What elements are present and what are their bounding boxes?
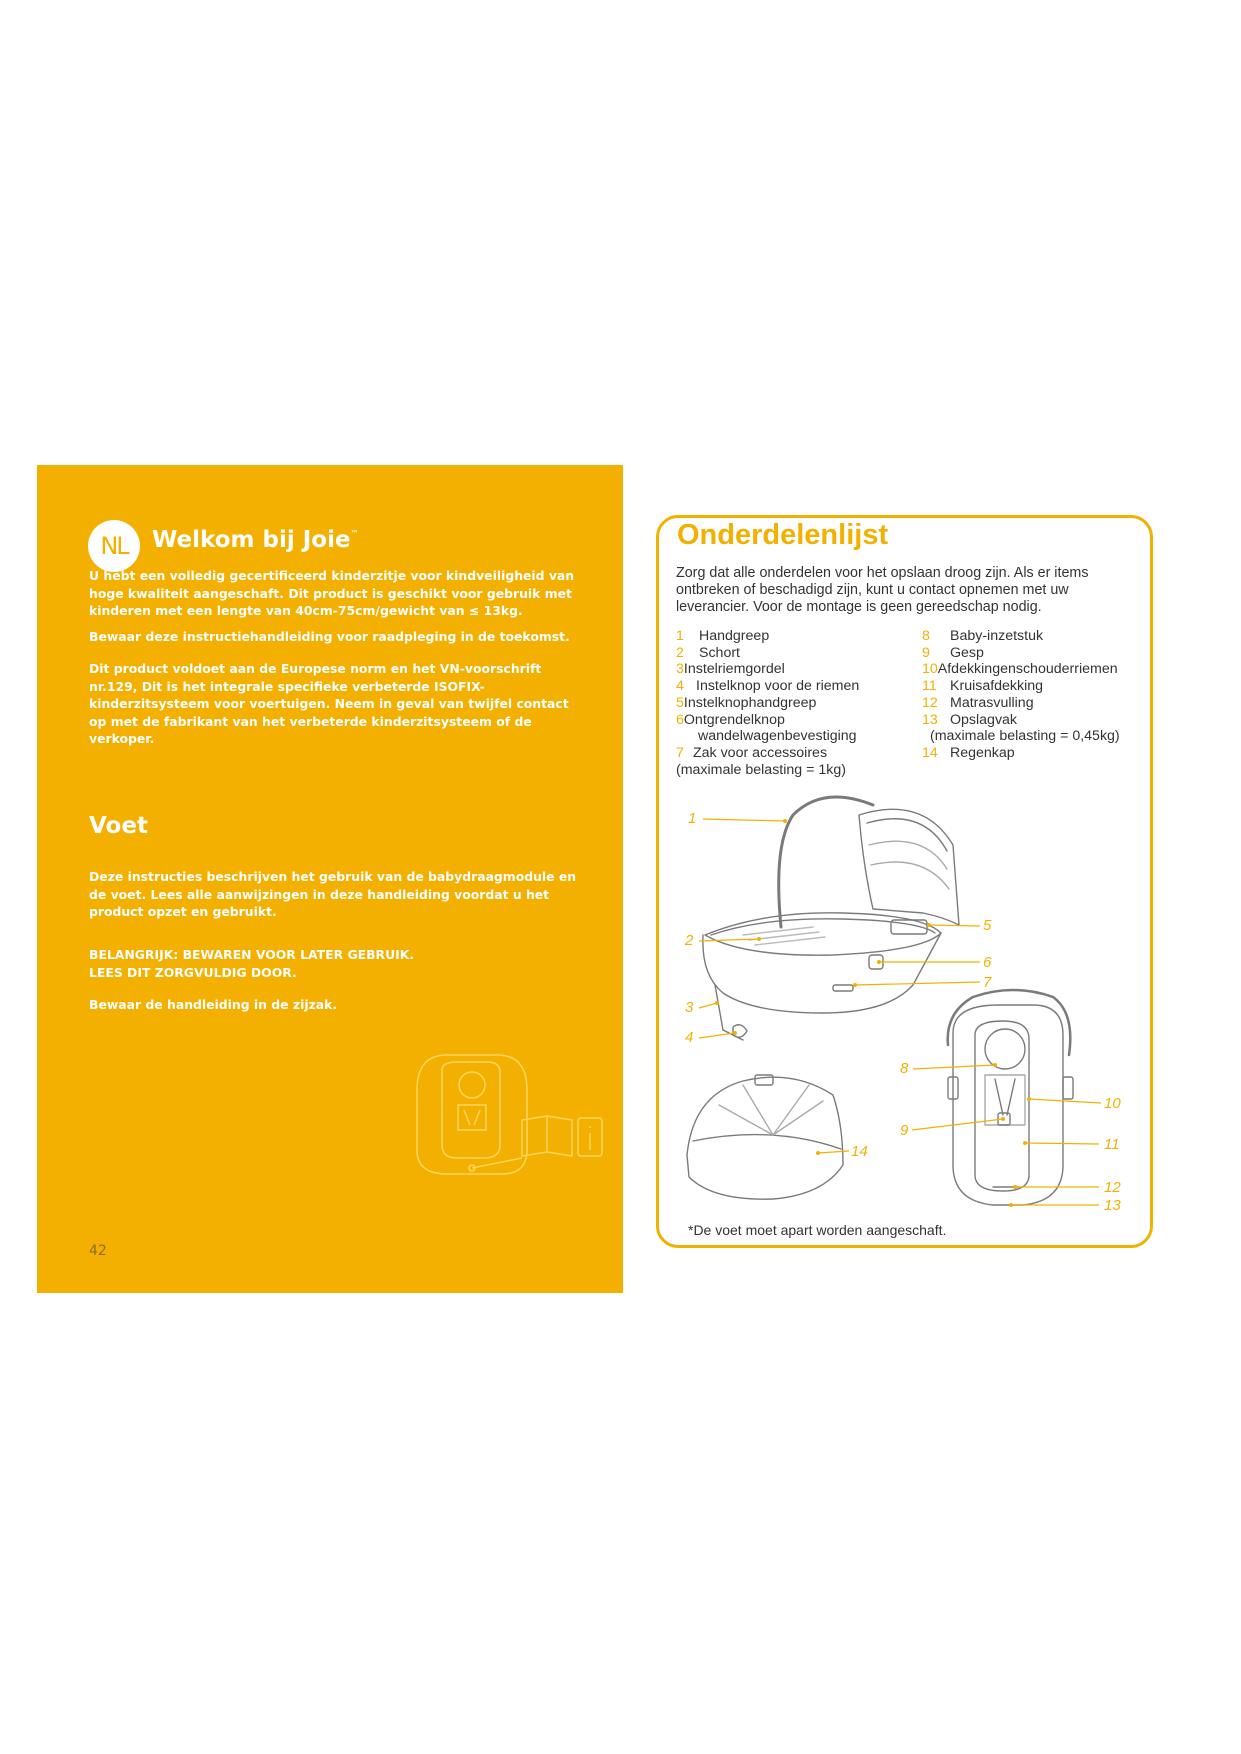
part-item: 11 Kruisafdekking: [922, 678, 1044, 695]
left-page: [37, 465, 623, 1293]
page-number: 42: [89, 1243, 107, 1259]
parts-list-intro: Zorg dat alle onderdelen voor het opslaan droog zijn. Als er items ontbreken of beschadigd zijn, kunt u contact opnemen met uw leverancier. Voor de montage is geen gereedschap nodig.: [676, 565, 1089, 615]
car-seat: [953, 1005, 1063, 1205]
carrycot-body: [703, 933, 941, 1013]
parts-list-heading: Onderdelenlijst: [677, 519, 889, 551]
callout-7: 7: [983, 974, 992, 991]
part-item: 12 Matrasvulling: [922, 694, 1034, 711]
right-page: [623, 465, 1203, 1293]
intro-paragraph-2: Bewaar deze instructiehandleiding voor raadpleging in de toekomst.: [89, 629, 570, 644]
callout-6: 6: [983, 954, 992, 971]
callout-5: 5: [983, 917, 992, 934]
callout-13: 13: [1104, 1197, 1121, 1214]
voet-paragraph-1: Deze instructies beschrijven het gebruik van de babydraagmodule en de voet. Lees alle aanwijzingen in deze handleiding voordat u het product opzet en gebruikt.: [89, 869, 577, 919]
intro-paragraph-3: Dit product voldoet aan de Europese norm en het VN-voorschrift nr.129, Dit is het integrale specifieke verbeterde ISOFIX-kinderzitsysteem voor voertuigen. Neem in geval van twijfel contact op met de fabrikant van het verbeterde kinderzitsysteem of de verkoper.: [89, 661, 569, 746]
footnote: *De voet moet apart worden aangeschaft.: [688, 1222, 947, 1238]
part-item: wandelwagenbevestiging: [698, 728, 857, 745]
callout-3: 3: [685, 999, 694, 1016]
callout-11: 11: [1104, 1136, 1120, 1153]
parts-illustration: [623, 465, 1203, 1293]
welcome-title: [152, 527, 359, 553]
part-item: 13 Opslagvak: [922, 711, 1018, 728]
voet-paragraph-important: BELANGRIJK: BEWAREN VOOR LATER GEBRUIK. LEES DIT ZORGVULDIG DOOR.: [89, 947, 415, 980]
part-note: (maximale belasting = 0,45kg): [930, 728, 1120, 745]
callout-12: 12: [1104, 1179, 1121, 1196]
part-item: 3Instelriemgordel: [676, 661, 785, 678]
voet-title: Voet: [89, 813, 148, 839]
trademark-mark: ™: [350, 529, 359, 538]
callout-1: 1: [688, 810, 697, 827]
callout-9: 9: [900, 1122, 909, 1139]
part-item: 9 Gesp: [922, 644, 984, 661]
voet-paragraph-3: Bewaar de handleiding in de zijzak.: [89, 997, 338, 1012]
callout-14: 14: [851, 1143, 868, 1160]
language-badge: NL: [88, 520, 140, 572]
part-item: 6Ontgrendelknop: [676, 711, 785, 728]
part-item: 1 Handgreep: [676, 628, 770, 644]
welcome-title-text: Welkom bij Joie: [152, 527, 351, 553]
intro-paragraph-1: U hebt een volledig gecertificeerd kinderzitje voor kindveiligheid van hoge kwaliteit aangeschaft. Dit product is geschikt voor gebruik met kinderen met een lengte van 40cm-75cm/gewicht van ≤ 13kg.: [89, 568, 575, 618]
part-item: 7 Zak voor accessoires: [676, 744, 828, 761]
canopy: [859, 809, 959, 925]
callout-2: 2: [685, 932, 694, 949]
part-item: 5Instelknophandgreep: [676, 694, 817, 711]
part-item: 4 Instelknop voor de riemen: [676, 678, 860, 695]
part-item: 2 Schort: [676, 644, 741, 661]
callout-8: 8: [900, 1060, 909, 1077]
carseat-manual-illustration: [412, 1050, 622, 1180]
part-item: 10Afdekkingenschouderriemen: [922, 661, 1118, 678]
part-note: (maximale belasting = 1kg): [676, 761, 846, 778]
callout-10: 10: [1104, 1095, 1121, 1112]
part-item: 14 Regenkap: [922, 744, 1015, 761]
part-item: 8 Baby-inzetstuk: [922, 628, 1044, 644]
callout-4: 4: [685, 1029, 694, 1046]
